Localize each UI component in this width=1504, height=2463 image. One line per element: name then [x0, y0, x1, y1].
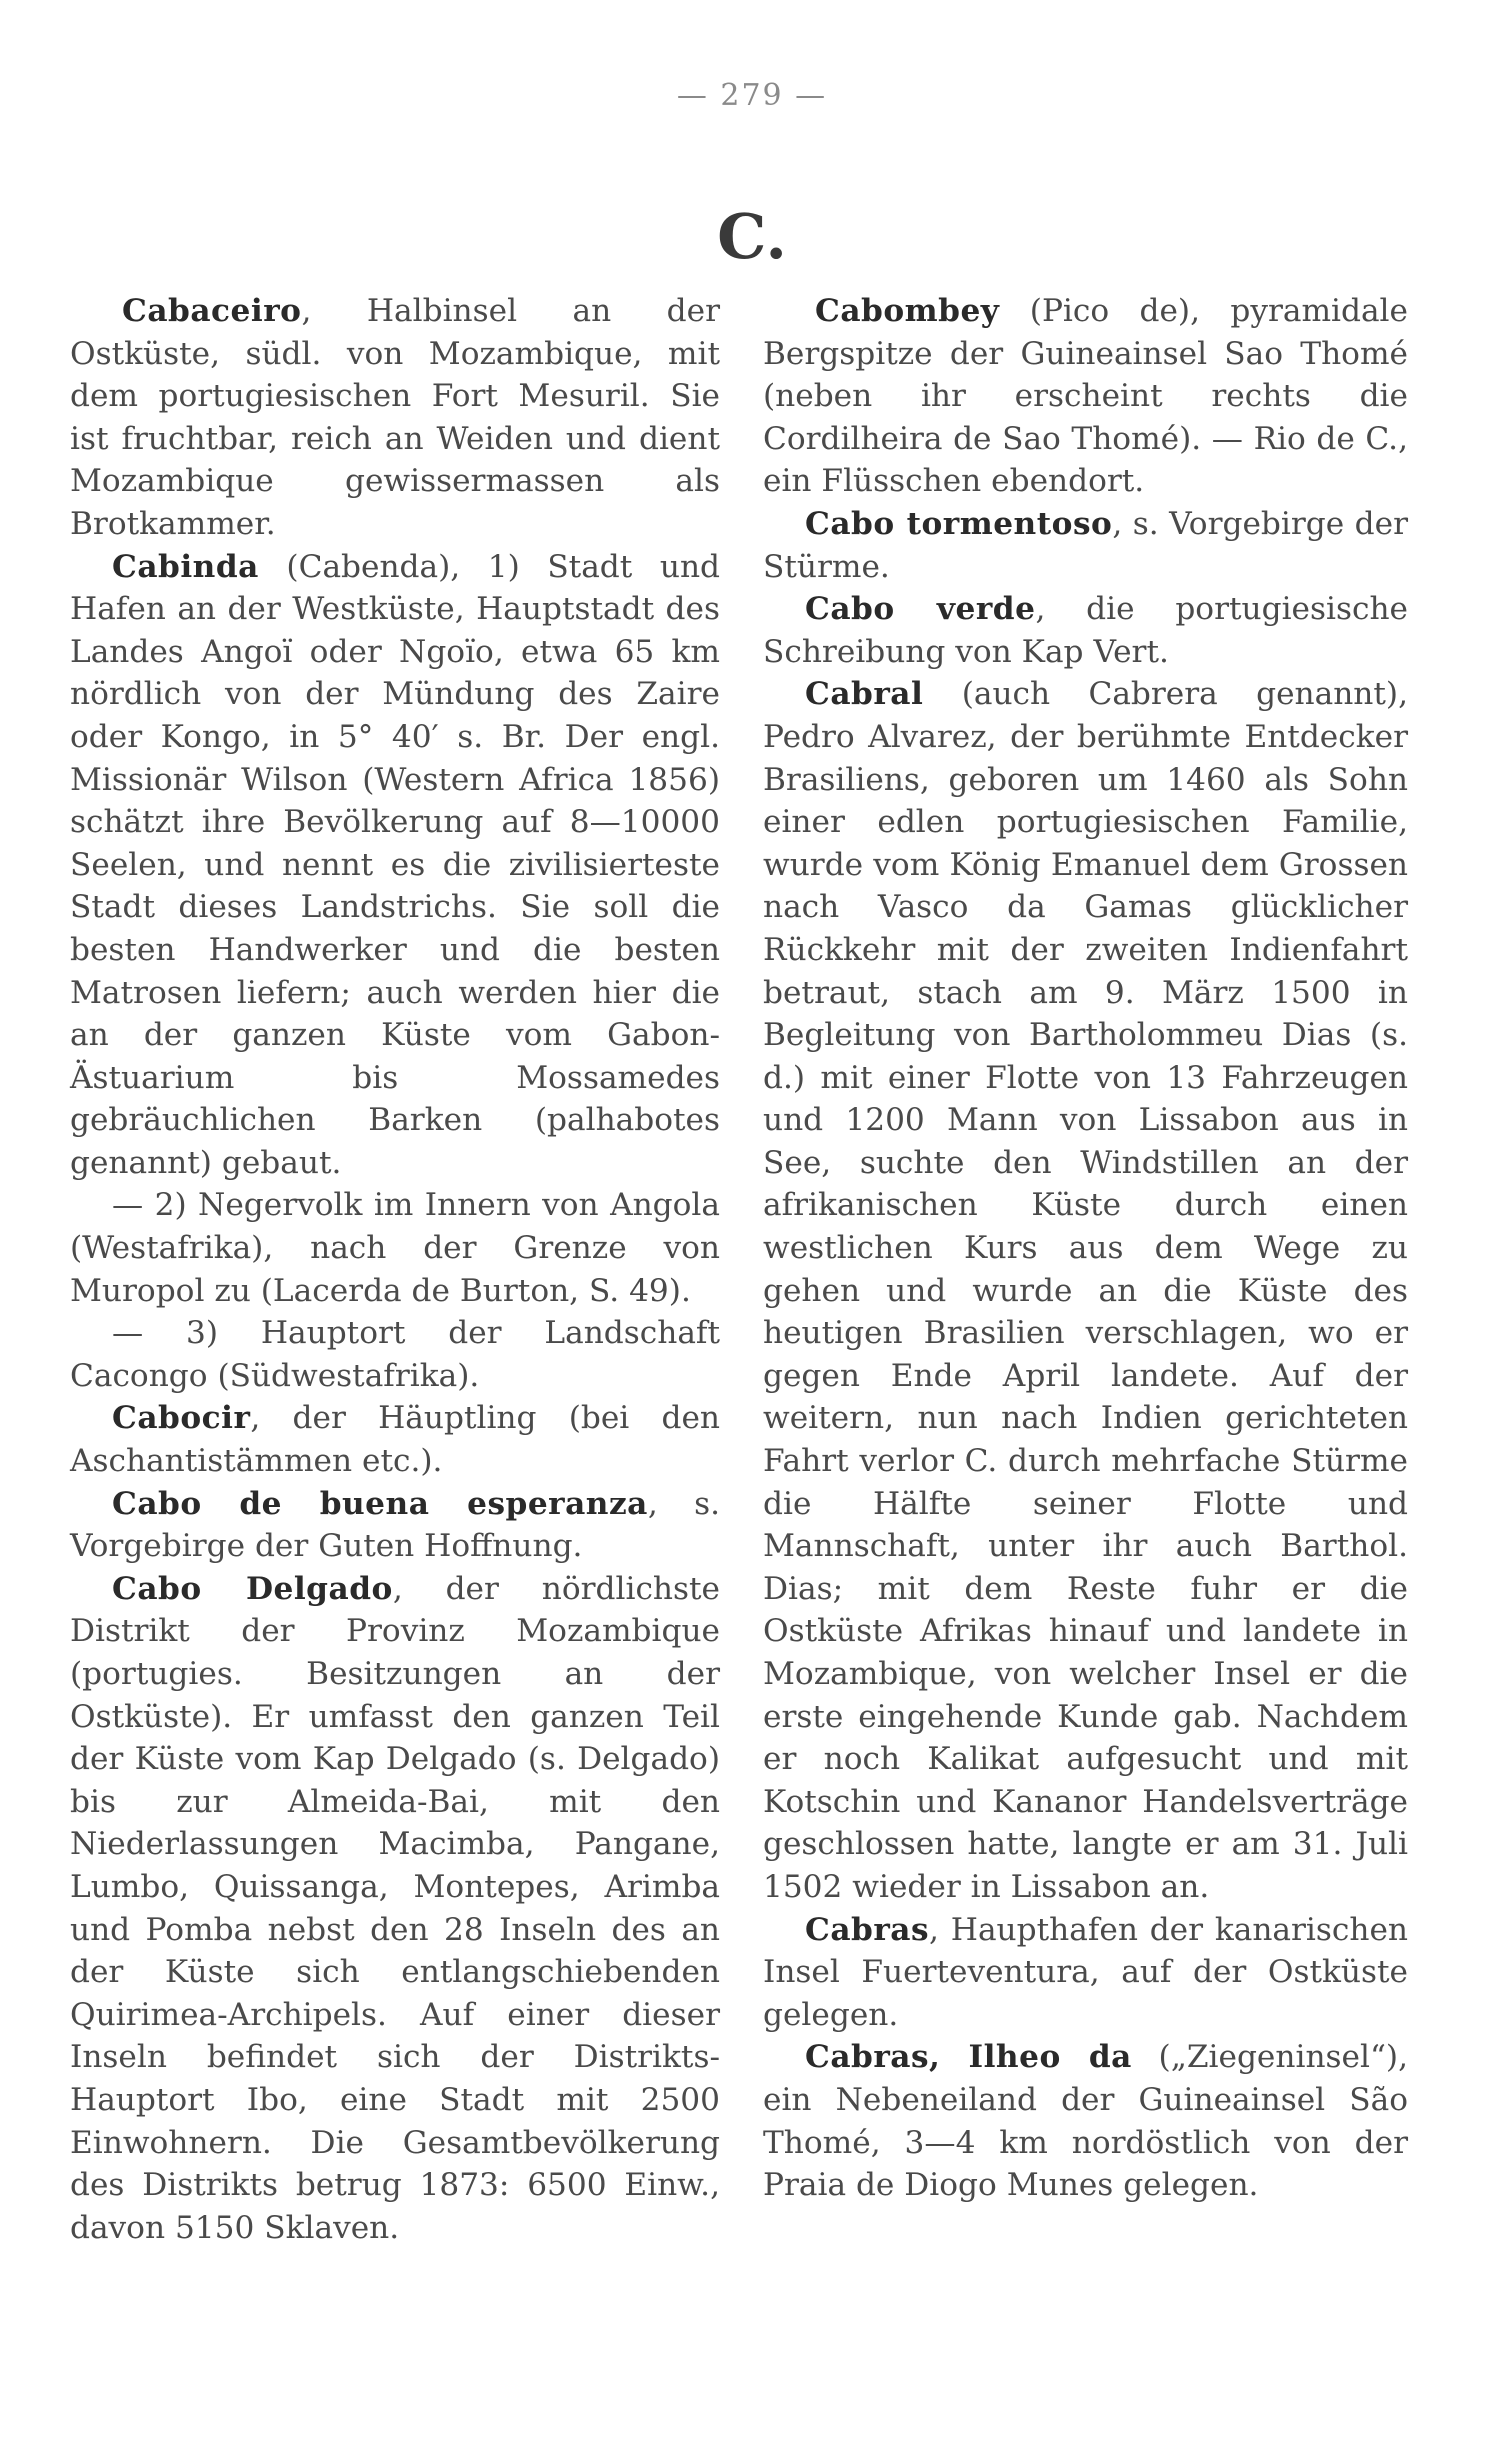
entry-text: , der nördlichste Distrikt der Provinz Mozambique (portugies. Besitzungen an der Ostküste). Er umfasst den ganzen Teil der Küste vom Kap Delgado (s. Delgado) bis zur Almeida-Bai, mit den Niederlassungen Macimba, Pangane, Lumbo, Quissanga, Montepes, Arimba und Pomba nebst den 28 Inseln des an der Küste sich entlangschiebenden Quirimea-Archipels. Auf einer dieser Inseln befindet sich der Distrikts-Hauptort Ibo, eine Stadt mit 2500 Einwohnern. Die Gesamtbevölkerung des Distrikts betrug 1873: 6500 Einw., davon 5150 Sklaven.	[70, 1570, 720, 2246]
left-column	[70, 290, 720, 2249]
entry-cabinda-3	[70, 1312, 720, 1397]
entry-text: (Cabenda), 1) Stadt und Hafen an der Westküste, Hauptstadt des Landes Angoï oder Ngoïo, etwa 65 km nördlich von der Mündung des Zaire oder Kongo, in 5° 40′ s. Br. Der engl. Missionär Wilson (Western Africa 1856) schätzt ihre Bevölkerung auf 8—10000 Seelen, und nennt es die zivilisierteste Stadt dieses Landstrichs. Sie soll die besten Handwerker und die besten Matrosen liefern; auch werden hier die an der ganzen Küste vom Gabon-Ästuarium bis Mossamedes gebräuchlichen Barken (palhabotes genannt) gebaut.	[70, 548, 720, 1181]
entry-headword: Cabo Delgado	[112, 1570, 393, 1607]
entry-headword: Cabo de buena esperanza	[112, 1485, 648, 1522]
entry-headword: Cabo tormentoso	[805, 505, 1113, 542]
entry-cabral	[763, 673, 1408, 1908]
entry-text: , der Häuptling (bei den Aschantistämmen etc.).	[70, 1400, 720, 1480]
entry-cabinda-2	[70, 1184, 720, 1312]
entry-text: („Ziegeninsel“), ein Nebeneiland der Guineainsel São Thomé, 3—4 km nordöstlich von der Praia de Diogo Munes gelegen.	[763, 2039, 1408, 2204]
entry-cabaceiro	[70, 290, 720, 546]
entry-text: , s. Vorgebirge der Stürme.	[763, 505, 1408, 585]
entry-headword: Cabral	[805, 676, 924, 713]
entry-cabras	[763, 1909, 1408, 2037]
entry-headword: Cabocir	[112, 1400, 251, 1437]
entry-text: , die portugiesische Schreibung von Kap Vert.	[763, 591, 1409, 670]
entry-text: — 3) Hauptort der Landschaft Cacongo (Südwestafrika).	[70, 1315, 720, 1394]
entry-cabocir	[70, 1397, 720, 1482]
entry-headword: Cabras	[805, 1911, 930, 1948]
entry-cabo-tormentoso	[763, 503, 1408, 588]
entry-headword: Cabombey	[815, 293, 1000, 329]
entry-text: (auch Cabrera genannt), Pedro Alvarez, der berühmte Entdecker Brasiliens, geboren um 1460 als Sohn einer edlen portugiesischen Familie, wurde vom König Emanuel dem Grossen nach Vasco da Gamas glücklicher Rückkehr mit der zweiten Indienfahrt betraut, stach am 9. März 1500 in Begleitung von Bartholommeu Dias (s. d.) mit einer Flotte von 13 Fahrzeugen und 1200 Mann von Lissabon aus in See, suchte den Windstillen an der afrikanischen Küste durch einen westlichen Kurs aus dem Wege zu gehen und wurde an die Küste des heutigen Brasilien verschlagen, wo er gegen Ende April landete. Auf der weitern, nun nach Indien gerichteten Fahrt verlor C. durch mehrfache Stürme die Hälfte seiner Flotte und Mannschaft, unter ihr auch Barthol. Dias; mit dem Reste fuhr er die Ostküste Afrikas hinauf und landete in Mozambique, von welcher Insel er die erste eingehende Kunde gab. Nachdem er noch Kalikat aufgesucht und mit Kotschin und Kananor Handelsverträge geschlossen hatte, langte er am 31. Juli 1502 wieder in Lissabon an.	[763, 676, 1408, 1905]
entry-headword: Cabinda	[112, 548, 259, 585]
section-heading: C.	[717, 200, 787, 273]
entry-text: , Halbinsel an der Ostküste, südl. von Mozambique, mit dem portugiesischen Fort Mesuril. Sie ist fruchtbar, reich an Weiden und dient Mozambique gewissermassen als Brotkammer.	[70, 293, 720, 542]
entry-text: , Haupthafen der kanarischen Insel Fuerteventura, auf der Ostküste gelegen.	[763, 1911, 1408, 2033]
entry-cabras-ilheo	[763, 2036, 1408, 2206]
entry-headword: Cabaceiro	[122, 293, 302, 329]
entry-text: , s. Vorgebirge der Guten Hoffnung.	[70, 1485, 720, 1565]
entry-cabombey	[763, 290, 1408, 503]
right-column	[763, 290, 1408, 2207]
entry-headword: Cabo verde	[805, 591, 1036, 628]
entry-cabinda	[70, 546, 720, 1185]
entry-text: (Pico de), pyramidale Bergspitze der Guineainsel Sao Thomé (neben ihr erscheint rechts die Cordilheira de Sao Thomé). — Rio de C., ein Flüsschen ebendort.	[763, 293, 1408, 500]
entry-text: — 2) Negervolk im Innern von Angola (Westafrika), nach der Grenze von Muropol zu (Lacerda de Burton, S. 49).	[70, 1187, 720, 1309]
entry-cabo-delgado	[70, 1568, 720, 2250]
page-number: — 279 —	[676, 78, 828, 113]
entry-cabo-de-buena-esperanza	[70, 1483, 720, 1568]
entry-cabo-verde	[763, 588, 1408, 673]
entry-headword: Cabras, Ilheo da	[805, 2039, 1132, 2076]
